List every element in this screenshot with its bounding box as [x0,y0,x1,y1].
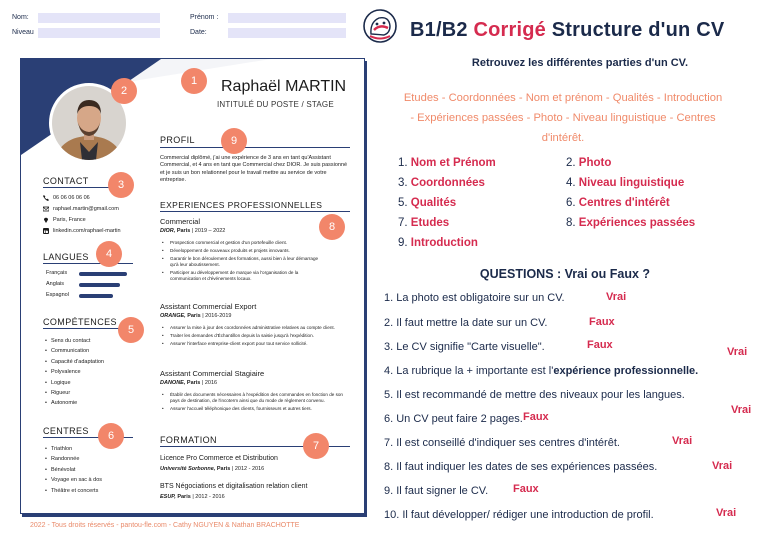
question-1-answer: Vrai [606,291,627,303]
list-item: • Autonomie [45,398,104,408]
centres-list [45,444,102,496]
competences-list [45,336,104,409]
cv-formation-title: FORMATION [160,435,217,445]
question-1: 1. La photo est obligatoire sur un CV. [384,292,565,304]
marker-6: 6 [98,423,124,449]
formation-2-org: ESUP, Paris | 2012 - 2016 [160,494,225,500]
answer-6: 6. Centres d'intérêt [566,197,670,209]
marker-3: 3 [108,172,134,198]
cv-profil-text: Commercial diplômé, j'ai une expérience de 3 ans en tant qu'Assistant Commercial, et 4 ans en tant que Commercial chez DIOR. Je suis passionné et je suis un bon relationnel pour le travail mettre au service de votre entreprise. [160,155,348,184]
name-label: Nom: [12,14,29,21]
question-7: 7. Il est conseillé d'indiquer ses centres d'intérêt. [384,437,620,449]
lang-english-bar [79,283,120,287]
list-item: • Théâtre et concerts [45,486,102,496]
question-2-answer: Faux [589,316,615,328]
mail-icon [43,206,49,212]
exp-3-org: DANONE, Paris | 2016 [160,380,218,386]
contact-location: Paris, France [43,217,86,223]
cv-centres-title: CENTRES [43,426,89,436]
answer-2: 2. Photo [566,157,612,169]
list-item: • Communication [45,346,104,356]
question-4: 4. La rubrique la + importante est l'expérience professionnelle. [384,365,699,377]
cv-card [20,58,365,514]
question-6: 6. Un CV peut faire 2 pages. [384,413,523,425]
date-field[interactable] [228,28,346,38]
formation-1-org: Université Sorbonne, Paris | 2012 - 2016 [160,466,265,472]
firstname-label: Prénom : [190,14,219,21]
phone-icon [43,195,49,201]
answer-9: 9. Introduction [398,237,478,249]
list-item: • Assurer l'interface entreprise-client export pour tout service sollicité. [162,341,342,347]
page-subtitle: Retrouvez les différentes parties d'un CV. [471,57,689,69]
lang-french-bar [79,272,127,276]
cv-langues-title: LANGUES [43,252,89,262]
contact-linkedin: linkedin.com/raphael-martin [43,228,121,234]
contact-email: raphael.martin@gmail.com [43,206,119,212]
question-2: 2. Il faut mettre la date sur un CV. [384,317,548,329]
exp-3-title: Assistant Commercial Stagiaire [160,369,265,378]
lang-spanish-label: Espagnol [46,292,69,298]
marker-8: 8 [319,214,345,240]
linkedin-icon [43,228,49,234]
question-4-answer: Vrai [727,346,748,358]
answer-8: 8. Expériences passées [566,217,696,229]
list-item: • Capacité d'adaptation [45,357,104,367]
list-item: • Rigueur [45,388,104,398]
list-item: • Garantir le bon déroulement des formations, aussi bien à leur démarrage qu'à leur aboutissement. [162,256,322,268]
question-3-answer: Faux [587,339,613,351]
exp-2-org: ORANGE, Paris | 2016-2019 [160,313,232,319]
question-5-answer: Vrai [731,404,752,416]
cv-profil-rule [160,147,350,148]
exp-1-title: Commercial [160,217,201,226]
question-7-answer: Vrai [672,435,693,447]
question-9: 9. Il faut signer le CV. [384,485,489,497]
question-3: 3. Le CV signifie "Carte visuelle". [384,341,545,353]
answer-7: 7. Etudes [398,217,450,229]
cv-exp-title: EXPERIENCES PROFESSIONNELLES [160,200,323,210]
marker-1: 1 [181,68,207,94]
marker-9: 9 [221,128,247,154]
exp-2-bullets [162,325,342,349]
question-8-answer: Vrai [712,460,733,472]
list-item: • Traiter les demandes d'Échantillon depuis la saisie jusqu'à l'expédition. [162,333,342,339]
lang-french-label: Français [46,270,68,276]
question-6-answer: Faux [523,411,549,423]
exp-1-bullets [162,240,322,284]
answer-5: 5. Qualités [398,197,457,209]
footer-credits: 2022 - Tous droits réservés - pantou-fle.com - Cathy NGUYEN & Nathan BRACHOTTE [30,522,300,529]
list-item: • Voyage en sac à dos [45,475,102,485]
page-title: B1/B2 Corrigé Structure d'un CV [410,19,725,41]
exp-1-org: DIOR, Paris | 2019 – 2022 [160,228,226,234]
cv-job-title: INTITULÉ DU POSTE / STAGE [217,100,334,109]
level-label: Niveau [12,29,34,36]
lang-spanish-bar [79,294,113,298]
list-item: • Prospection commercial et gestion d'un portefeuille client. [162,240,322,246]
formation-1-title: Licence Pro Commerce et Distribution [160,455,278,462]
lang-english-label: Anglais [46,281,65,287]
questions-title: QUESTIONS : Vrai ou Faux ? [479,267,651,281]
marker-4: 4 [96,241,122,267]
cv-first-name: Raphaël [221,78,281,95]
answer-1: 1. Nom et Prénom [398,157,496,169]
exp-3-bullets [162,392,347,414]
list-item: • Triathlon [45,444,102,454]
cv-contact-title: CONTACT [43,176,89,186]
word-bank: Etudes - Coordonnées - Nom et prénom - Qualités - Introduction - Expériences passées - Photo - Niveau linguistique - Centres d'intérêt. [403,92,723,144]
list-item: • Développement de nouveaux produits et projets innovants. [162,248,322,254]
marker-2: 2 [111,78,137,104]
level-field[interactable] [38,28,160,38]
cv-langues-rule [43,263,133,264]
cv-exp-rule [160,211,350,212]
list-item: • Établir des documents nécessaires à l'expédition des commandes en fonction de son pays de destination, de l'incoterm ainsi que du mode de règlement convenu. [162,392,347,404]
question-9-answer: Faux [513,483,539,495]
question-10: 10. Il faut développer/ rédiger une introduction de profil. [384,509,654,521]
firstname-field[interactable] [228,13,346,23]
cv-last-name: MARTIN [285,78,347,95]
date-label: Date: [190,29,207,36]
question-5: 5. Il est recommandé de mettre des niveaux pour les langues. [384,389,685,401]
exp-2-title: Assistant Commercial Export [160,302,257,311]
cv-name [221,78,346,96]
list-item: • Assurer l'accueil téléphonique des clients, fournisseurs et autres tiers. [162,406,347,412]
list-item: • Participer au développement de marque via l'organisation de la communication et d'événements locaux. [162,270,322,282]
marker-7: 7 [303,433,329,459]
answer-4: 4. Niveau linguistique [566,177,685,189]
cv-profil-title: PROFIL [160,135,195,145]
contact-phone: 06 06 06 06 06 [43,195,90,201]
name-field[interactable] [38,13,160,23]
list-item: • Bénévolat [45,465,102,475]
question-10-answer: Vrai [716,507,737,519]
list-item: • Randonnée [45,454,102,464]
cv-competences-title: COMPÉTENCES [43,317,117,327]
pantoufle-logo-icon [362,8,398,44]
marker-5: 5 [118,317,144,343]
list-item: • Logique [45,378,104,388]
list-item: • Polyvalence [45,367,104,377]
list-item: • Sens du contact [45,336,104,346]
list-item: • Assurer la mise à jour des coordonnées administrative relatives au compte client. [162,325,342,331]
location-icon [43,217,49,223]
answer-3: 3. Coordonnées [398,177,485,189]
question-8: 8. Il faut indiquer les dates de ses expériences passées. [384,461,658,473]
formation-2-title: BTS Négociations et digitalisation relation client [160,483,308,490]
